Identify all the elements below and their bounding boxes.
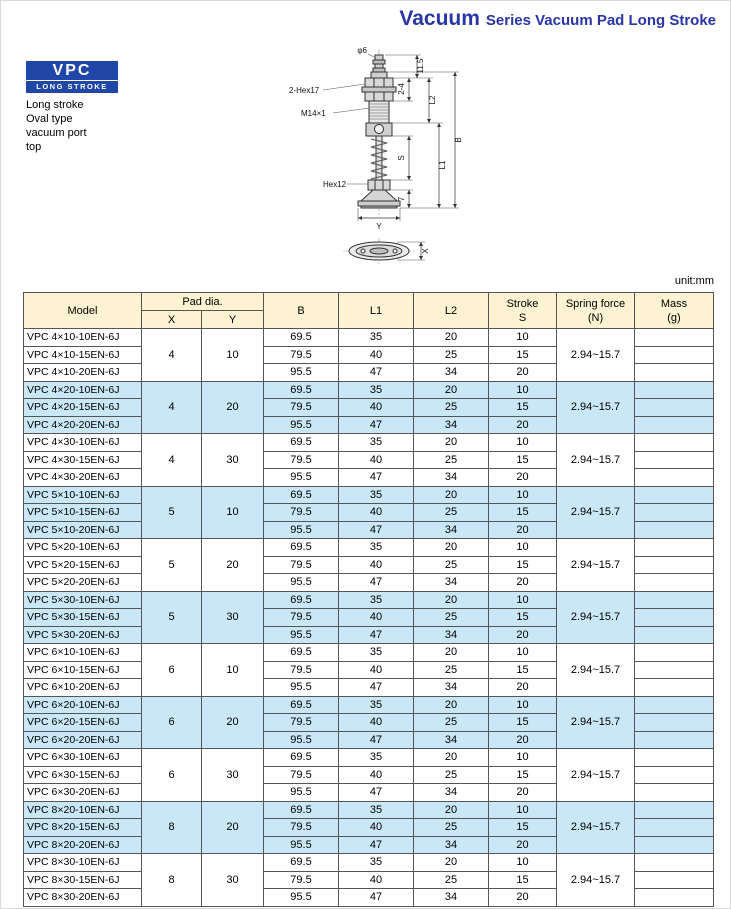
dim-l1-label: L1	[438, 160, 447, 170]
l1-cell: 47	[339, 521, 414, 539]
b-cell: 69.5	[264, 801, 339, 819]
l2-cell: 34	[414, 889, 489, 907]
dim-phi6-label: φ6	[357, 46, 367, 55]
stroke-cell: 10	[489, 329, 557, 347]
model-cell: VPC 5×10-15EN-6J	[24, 504, 142, 522]
l1-cell: 47	[339, 679, 414, 697]
stroke-cell: 15	[489, 451, 557, 469]
dim-l2-label: L2	[428, 95, 437, 105]
dim-s-label: S	[397, 155, 406, 161]
mass-cell	[635, 381, 714, 399]
stroke-cell: 20	[489, 836, 557, 854]
l2-cell: 20	[414, 381, 489, 399]
pad-y-cell: 30	[202, 434, 264, 487]
l2-cell: 34	[414, 469, 489, 487]
pad-x-cell: 5	[142, 539, 202, 592]
l1-cell: 47	[339, 836, 414, 854]
stroke-cell: 15	[489, 819, 557, 837]
l2-cell: 25	[414, 504, 489, 522]
mass-cell	[635, 679, 714, 697]
l2-cell: 20	[414, 696, 489, 714]
thread-label: M14×1	[301, 109, 326, 118]
pad-x-cell: 6	[142, 696, 202, 749]
spec-table	[23, 292, 714, 907]
dim-7-label: 7	[397, 196, 406, 202]
b-cell: 69.5	[264, 696, 339, 714]
stroke-cell: 10	[489, 749, 557, 767]
header-stroke-line2: S	[518, 311, 527, 324]
b-cell: 69.5	[264, 644, 339, 662]
stroke-cell: 15	[489, 346, 557, 364]
l1-cell: 47	[339, 626, 414, 644]
l1-cell: 40	[339, 451, 414, 469]
mass-cell	[635, 801, 714, 819]
l2-cell: 34	[414, 574, 489, 592]
header-mass-line1: Mass	[660, 297, 688, 310]
stroke-cell: 15	[489, 556, 557, 574]
stroke-cell: 20	[489, 574, 557, 592]
stroke-cell: 10	[489, 591, 557, 609]
l2-cell: 34	[414, 784, 489, 802]
vacuum-pad-drawing	[287, 45, 477, 285]
l1-cell: 35	[339, 434, 414, 452]
model-cell: VPC 6×30-15EN-6J	[24, 766, 142, 784]
pad-y-cell: 20	[202, 801, 264, 854]
l1-cell: 40	[339, 714, 414, 732]
mass-cell	[635, 749, 714, 767]
stroke-cell: 15	[489, 714, 557, 732]
mass-cell	[635, 609, 714, 627]
l2-cell: 25	[414, 871, 489, 889]
model-cell: VPC 5×20-20EN-6J	[24, 574, 142, 592]
l2-cell: 34	[414, 679, 489, 697]
l1-cell: 47	[339, 364, 414, 382]
stroke-cell: 10	[489, 801, 557, 819]
table-row	[24, 644, 714, 662]
model-cell: VPC 8×20-10EN-6J	[24, 801, 142, 819]
hex17-label: 2-Hex17	[289, 86, 320, 95]
pad-x-cell: 4	[142, 381, 202, 434]
mass-cell	[635, 521, 714, 539]
model-cell: VPC 5×30-15EN-6J	[24, 609, 142, 627]
l2-cell: 20	[414, 749, 489, 767]
mass-cell	[635, 346, 714, 364]
series-subtitle: Series Vacuum Pad Long Stroke	[485, 12, 716, 29]
b-cell: 69.5	[264, 381, 339, 399]
header-pad-dia: Pad dia.	[142, 293, 264, 311]
spring-force-cell: 2.94~15.7	[557, 486, 635, 539]
model-cell: VPC 5×10-20EN-6J	[24, 521, 142, 539]
unit-label: unit:mm	[674, 275, 714, 287]
b-cell: 95.5	[264, 574, 339, 592]
b-cell: 95.5	[264, 626, 339, 644]
mass-cell	[635, 539, 714, 557]
l1-cell: 35	[339, 644, 414, 662]
l1-cell: 35	[339, 381, 414, 399]
model-cell: VPC 4×20-20EN-6J	[24, 416, 142, 434]
model-cell: VPC 6×30-10EN-6J	[24, 749, 142, 767]
mass-cell	[635, 644, 714, 662]
b-cell: 69.5	[264, 854, 339, 872]
l2-cell: 25	[414, 819, 489, 837]
l1-cell: 40	[339, 766, 414, 784]
model-cell: VPC 6×20-15EN-6J	[24, 714, 142, 732]
l1-cell: 40	[339, 399, 414, 417]
mass-cell	[635, 696, 714, 714]
mass-cell	[635, 714, 714, 732]
model-cell: VPC 4×20-15EN-6J	[24, 399, 142, 417]
model-cell: VPC 6×30-20EN-6J	[24, 784, 142, 802]
b-cell: 79.5	[264, 661, 339, 679]
l2-cell: 20	[414, 801, 489, 819]
mass-cell	[635, 819, 714, 837]
b-cell: 95.5	[264, 784, 339, 802]
mass-cell	[635, 574, 714, 592]
mass-cell	[635, 626, 714, 644]
l2-cell: 34	[414, 416, 489, 434]
spring-force-cell: 2.94~15.7	[557, 696, 635, 749]
l1-cell: 35	[339, 854, 414, 872]
pad-y-cell: 10	[202, 486, 264, 539]
model-cell: VPC 6×20-20EN-6J	[24, 731, 142, 749]
stroke-cell: 15	[489, 871, 557, 889]
model-cell: VPC 4×30-20EN-6J	[24, 469, 142, 487]
b-cell: 95.5	[264, 731, 339, 749]
vpc-badge	[26, 61, 118, 93]
stroke-cell: 15	[489, 504, 557, 522]
pad-x-cell: 8	[142, 801, 202, 854]
stroke-cell: 20	[489, 469, 557, 487]
mass-cell	[635, 836, 714, 854]
model-cell: VPC 8×20-20EN-6J	[24, 836, 142, 854]
spring-force-cell: 2.94~15.7	[557, 539, 635, 592]
spring-force-cell: 2.94~15.7	[557, 381, 635, 434]
b-cell: 95.5	[264, 364, 339, 382]
model-cell: VPC 4×10-15EN-6J	[24, 346, 142, 364]
l1-cell: 35	[339, 486, 414, 504]
b-cell: 95.5	[264, 521, 339, 539]
l2-cell: 25	[414, 714, 489, 732]
model-cell: VPC 6×10-15EN-6J	[24, 661, 142, 679]
stroke-cell: 10	[489, 434, 557, 452]
l2-cell: 20	[414, 434, 489, 452]
table-row	[24, 591, 714, 609]
model-cell: VPC 4×20-10EN-6J	[24, 381, 142, 399]
header-stroke-line1: Stroke	[506, 297, 539, 310]
product-description	[26, 98, 87, 154]
stroke-cell: 10	[489, 381, 557, 399]
b-cell: 79.5	[264, 399, 339, 417]
b-cell: 69.5	[264, 539, 339, 557]
model-cell: VPC 8×30-20EN-6J	[24, 889, 142, 907]
b-cell: 95.5	[264, 416, 339, 434]
l2-cell: 34	[414, 836, 489, 854]
header-spring-line1: Spring force	[565, 297, 626, 310]
l2-cell: 25	[414, 451, 489, 469]
mass-cell	[635, 731, 714, 749]
l2-cell: 34	[414, 364, 489, 382]
spring-force-cell: 2.94~15.7	[557, 644, 635, 697]
table-row	[24, 539, 714, 557]
l1-cell: 40	[339, 504, 414, 522]
l1-cell: 47	[339, 469, 414, 487]
l1-cell: 35	[339, 801, 414, 819]
table-row	[24, 329, 714, 347]
stroke-cell: 20	[489, 679, 557, 697]
spring-force-cell: 2.94~15.7	[557, 591, 635, 644]
stroke-cell: 20	[489, 364, 557, 382]
pad-y-cell: 20	[202, 696, 264, 749]
pad-y-cell: 10	[202, 644, 264, 697]
l2-cell: 25	[414, 766, 489, 784]
mass-cell	[635, 591, 714, 609]
l2-cell: 20	[414, 591, 489, 609]
model-cell: VPC 8×30-10EN-6J	[24, 854, 142, 872]
l1-cell: 40	[339, 871, 414, 889]
model-cell: VPC 8×30-15EN-6J	[24, 871, 142, 889]
model-cell: VPC 5×10-10EN-6J	[24, 486, 142, 504]
l2-cell: 34	[414, 521, 489, 539]
mass-cell	[635, 871, 714, 889]
l2-cell: 20	[414, 486, 489, 504]
b-cell: 69.5	[264, 434, 339, 452]
pad-y-cell: 10	[202, 329, 264, 382]
l1-cell: 35	[339, 539, 414, 557]
stroke-cell: 10	[489, 644, 557, 662]
model-cell: VPC 8×20-15EN-6J	[24, 819, 142, 837]
mass-cell	[635, 416, 714, 434]
header-mass-line2: (g)	[667, 311, 681, 324]
b-cell: 79.5	[264, 504, 339, 522]
stroke-cell: 10	[489, 696, 557, 714]
mass-cell	[635, 469, 714, 487]
b-cell: 79.5	[264, 871, 339, 889]
table-header	[24, 293, 714, 329]
header-pad-y: Y	[202, 311, 264, 329]
model-cell: VPC 4×30-15EN-6J	[24, 451, 142, 469]
mass-cell	[635, 399, 714, 417]
table-row	[24, 696, 714, 714]
stroke-cell: 20	[489, 889, 557, 907]
stroke-cell: 15	[489, 766, 557, 784]
mass-cell	[635, 556, 714, 574]
mass-cell	[635, 766, 714, 784]
spring-force-cell: 2.94~15.7	[557, 749, 635, 802]
model-cell: VPC 6×10-20EN-6J	[24, 679, 142, 697]
model-cell: VPC 5×20-15EN-6J	[24, 556, 142, 574]
dim-x-label: X	[421, 248, 430, 254]
header-mass	[635, 293, 714, 329]
l1-cell: 47	[339, 889, 414, 907]
model-cell: VPC 5×30-20EN-6J	[24, 626, 142, 644]
header-l2: L2	[414, 293, 489, 329]
pad-y-cell: 30	[202, 591, 264, 644]
badge-model-label: VPC	[52, 62, 92, 79]
dim-11-5-label: 11.5	[416, 58, 425, 74]
stroke-cell: 20	[489, 521, 557, 539]
l2-cell: 25	[414, 556, 489, 574]
l2-cell: 25	[414, 399, 489, 417]
pad-x-cell: 6	[142, 749, 202, 802]
b-cell: 79.5	[264, 451, 339, 469]
l1-cell: 40	[339, 819, 414, 837]
pad-x-cell: 5	[142, 486, 202, 539]
header-spring-line2: (N)	[587, 311, 604, 324]
header-row-1	[24, 293, 714, 311]
stroke-cell: 15	[489, 609, 557, 627]
l2-cell: 34	[414, 626, 489, 644]
b-cell: 79.5	[264, 819, 339, 837]
model-cell: VPC 4×10-20EN-6J	[24, 364, 142, 382]
table-row	[24, 749, 714, 767]
pad-y-cell: 20	[202, 539, 264, 592]
pad-y-cell: 20	[202, 381, 264, 434]
table-row	[24, 434, 714, 452]
model-cell: VPC 5×20-10EN-6J	[24, 539, 142, 557]
stroke-cell: 20	[489, 416, 557, 434]
mass-cell	[635, 486, 714, 504]
b-cell: 95.5	[264, 469, 339, 487]
l1-cell: 35	[339, 591, 414, 609]
technical-drawing	[287, 45, 477, 285]
description-line: vacuum port	[26, 127, 87, 139]
l1-cell: 47	[339, 731, 414, 749]
dim-y-label: Y	[376, 222, 382, 231]
b-cell: 95.5	[264, 836, 339, 854]
model-cell: VPC 5×30-10EN-6J	[24, 591, 142, 609]
header-stroke	[489, 293, 557, 329]
table-row	[24, 381, 714, 399]
series-name: Vacuum	[399, 7, 480, 30]
l2-cell: 34	[414, 731, 489, 749]
mass-cell	[635, 451, 714, 469]
description-line: Long stroke	[26, 99, 84, 111]
stroke-cell: 10	[489, 854, 557, 872]
l2-cell: 20	[414, 854, 489, 872]
stroke-cell: 20	[489, 731, 557, 749]
model-cell: VPC 6×10-10EN-6J	[24, 644, 142, 662]
stroke-cell: 20	[489, 626, 557, 644]
hex12-label: Hex12	[323, 180, 347, 189]
stroke-cell: 15	[489, 399, 557, 417]
b-cell: 69.5	[264, 591, 339, 609]
b-cell: 79.5	[264, 714, 339, 732]
spring-force-cell: 2.94~15.7	[557, 329, 635, 382]
b-cell: 95.5	[264, 679, 339, 697]
mass-cell	[635, 889, 714, 907]
l1-cell: 40	[339, 346, 414, 364]
l2-cell: 25	[414, 346, 489, 364]
b-cell: 79.5	[264, 556, 339, 574]
mass-cell	[635, 854, 714, 872]
table-row	[24, 854, 714, 872]
l1-cell: 35	[339, 749, 414, 767]
dim-b-label: B	[454, 137, 463, 143]
b-cell: 95.5	[264, 889, 339, 907]
l1-cell: 47	[339, 574, 414, 592]
description-line: top	[26, 141, 42, 153]
header-spring-force	[557, 293, 635, 329]
header-b: B	[264, 293, 339, 329]
pad-x-cell: 8	[142, 854, 202, 907]
l1-cell: 35	[339, 696, 414, 714]
b-cell: 79.5	[264, 346, 339, 364]
mass-cell	[635, 661, 714, 679]
model-cell: VPC 4×10-10EN-6J	[24, 329, 142, 347]
model-cell: VPC 6×20-10EN-6J	[24, 696, 142, 714]
mass-cell	[635, 364, 714, 382]
pad-x-cell: 5	[142, 591, 202, 644]
l2-cell: 20	[414, 539, 489, 557]
pad-y-cell: 30	[202, 749, 264, 802]
l2-cell: 20	[414, 329, 489, 347]
pad-x-cell: 4	[142, 329, 202, 382]
pad-y-cell: 30	[202, 854, 264, 907]
table-row	[24, 486, 714, 504]
b-cell: 69.5	[264, 486, 339, 504]
mass-cell	[635, 434, 714, 452]
header-pad-x: X	[142, 311, 202, 329]
l1-cell: 35	[339, 329, 414, 347]
b-cell: 69.5	[264, 749, 339, 767]
header-l1: L1	[339, 293, 414, 329]
mass-cell	[635, 329, 714, 347]
b-cell: 79.5	[264, 766, 339, 784]
table-row	[24, 801, 714, 819]
spring-force-cell: 2.94~15.7	[557, 854, 635, 907]
description-line: Oval type	[26, 113, 73, 125]
mass-cell	[635, 504, 714, 522]
pad-x-cell: 6	[142, 644, 202, 697]
stroke-cell: 10	[489, 486, 557, 504]
dim-2-4-label: 2-4	[397, 83, 406, 95]
spring-force-cell: 2.94~15.7	[557, 434, 635, 487]
badge-subtitle-label: LONG STROKE	[26, 80, 118, 93]
l1-cell: 40	[339, 609, 414, 627]
spring-force-cell: 2.94~15.7	[557, 801, 635, 854]
l1-cell: 47	[339, 416, 414, 434]
b-cell: 69.5	[264, 329, 339, 347]
b-cell: 79.5	[264, 609, 339, 627]
pad-x-cell: 4	[142, 434, 202, 487]
l2-cell: 20	[414, 644, 489, 662]
stroke-cell: 20	[489, 784, 557, 802]
page-title	[399, 7, 716, 31]
stroke-cell: 15	[489, 661, 557, 679]
l1-cell: 47	[339, 784, 414, 802]
table-body	[24, 329, 714, 907]
l2-cell: 25	[414, 609, 489, 627]
l1-cell: 40	[339, 556, 414, 574]
header-model: Model	[24, 293, 142, 329]
l1-cell: 40	[339, 661, 414, 679]
mass-cell	[635, 784, 714, 802]
l2-cell: 25	[414, 661, 489, 679]
stroke-cell: 10	[489, 539, 557, 557]
model-cell: VPC 4×30-10EN-6J	[24, 434, 142, 452]
